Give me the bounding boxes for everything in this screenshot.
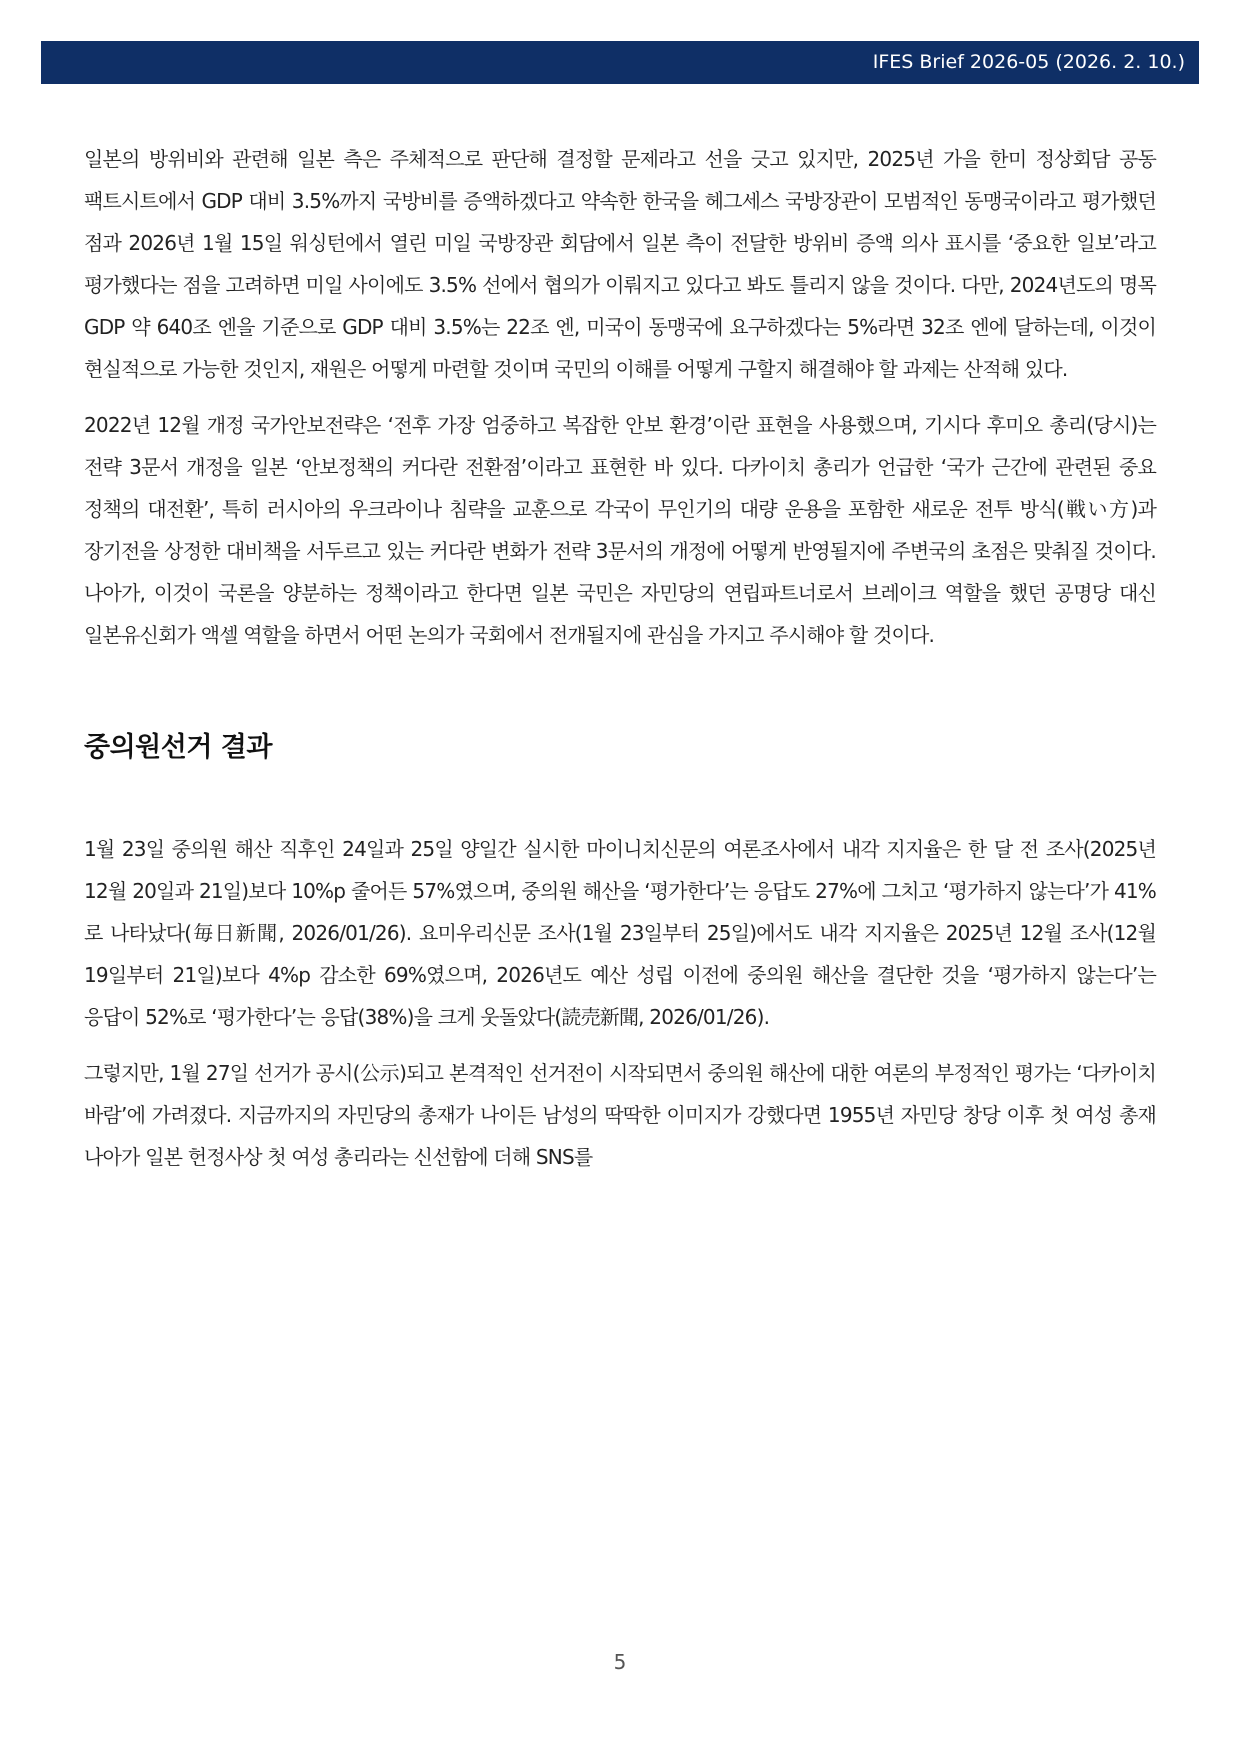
brief-label: IFES Brief 2026-05 (2026. 2. 10.) (872, 51, 1185, 73)
body-paragraph: 일본의 방위비와 관련해 일본 측은 주체적으로 판단해 결정할 문제라고 선을 긋고 있지만, 2025년 가을 한미 정상회담 공동 팩트시트에서 GDP 대비 3.5%까지 국방비를 증액하겠다고 약속한 한국을 헤그세스 국방장관이 모범적인 동맹국이라고 평가했던 점과 2026년 1월 15일 워싱턴에서 열린 미일 국방장관 회담에서 일본 측이 전달한 방위비 증액 의사 표시를 ‘중요한 일보’라고 평가했다는 점을 고려하면 미일 사이에도 3.5% 선에서 협의가 이뤄지고 있다고 봐도 틀리지 않을 것이다. 다만, 2024년도의 명목 GDP 약 640조 엔을 기준으로 GDP 대비 3.5%는 22조 엔, 미국이 동맹국에 요구하겠다는 5%라면 32조 엔에 달하는데, 이것이 현실적으로 가능한 것인지, 재원은 어떻게 마련할 것이며 국민의 이해를 어떻게 구할지 해결해야 할 과제는 산적해 있다. (84, 147, 1156, 381)
body-paragraph: 그렇지만, 1월 27일 선거가 공시(公示)되고 본격적인 선거전이 시작되면서 중의원 해산에 대한 여론의 부정적인 평가는 ‘다카이치 바람’에 가려졌다. 지금까지의 자민당의 총재가 나이든 남성의 딱딱한 이미지가 강했다면 1955년 자민당 창당 이후 첫 여성 총재 나아가 일본 헌정사상 첫 여성 총리라는 신선함에 더해 SNS를 (84, 1061, 1156, 1169)
header-bar (41, 41, 1199, 84)
page-number: 5 (613, 1650, 627, 1674)
body-paragraph: 1월 23일 중의원 해산 직후인 24일과 25일 양일간 실시한 마이니치신문의 여론조사에서 내각 지지율은 한 달 전 조사(2025년 12월 20일과 21일)보다 10%p 줄어든 57%였으며, 중의원 해산을 ‘평가한다’는 응답도 27%에 그치고 ‘평가하지 않는다’가 41%로 나타났다(毎日新聞, 2026/01/26). 요미우리신문 조사(1월 23일부터 25일)에서도 내각 지지율은 2025년 12월 조사(12월 19일부터 21일)보다 4%p 감소한 69%였으며, 2026년도 예산 성립 이전에 중의원 해산을 결단한 것을 ‘평가하지 않는다’는 응답이 52%로 ‘평가한다’는 응답(38%)을 크게 웃돌았다(読売新聞, 2026/01/26). (84, 837, 1156, 1029)
section-heading: 중의원선거 결과 (84, 732, 272, 763)
document-body (84, 138, 1156, 1178)
body-paragraph: 2022년 12월 개정 국가안보전략은 ‘전후 가장 엄중하고 복잡한 안보 환경’이란 표현을 사용했으며, 기시다 후미오 총리(당시)는 전략 3문서 개정을 일본 ‘안보정책의 커다란 전환점’이라고 표현한 바 있다. 다카이치 총리가 언급한 ‘국가 근간에 관련된 중요 정책의 대전환’, 특히 러시아의 우크라이나 침략을 교훈으로 각국이 무인기의 대량 운용을 포함한 새로운 전투 방식(戦い方)과 장기전을 상정한 대비책을 서두르고 있는 커다란 변화가 전략 3문서의 개정에 어떻게 반영될지에 주변국의 초점은 맞춰질 것이다. 나아가, 이것이 국론을 양분하는 정책이라고 한다면 일본 국민은 자민당의 연립파트너로서 브레이크 역할을 했던 공명당 대신 일본유신회가 액셀 역할을 하면서 어떤 논의가 국회에서 전개될지에 관심을 가지고 주시해야 할 것이다. (84, 413, 1156, 647)
